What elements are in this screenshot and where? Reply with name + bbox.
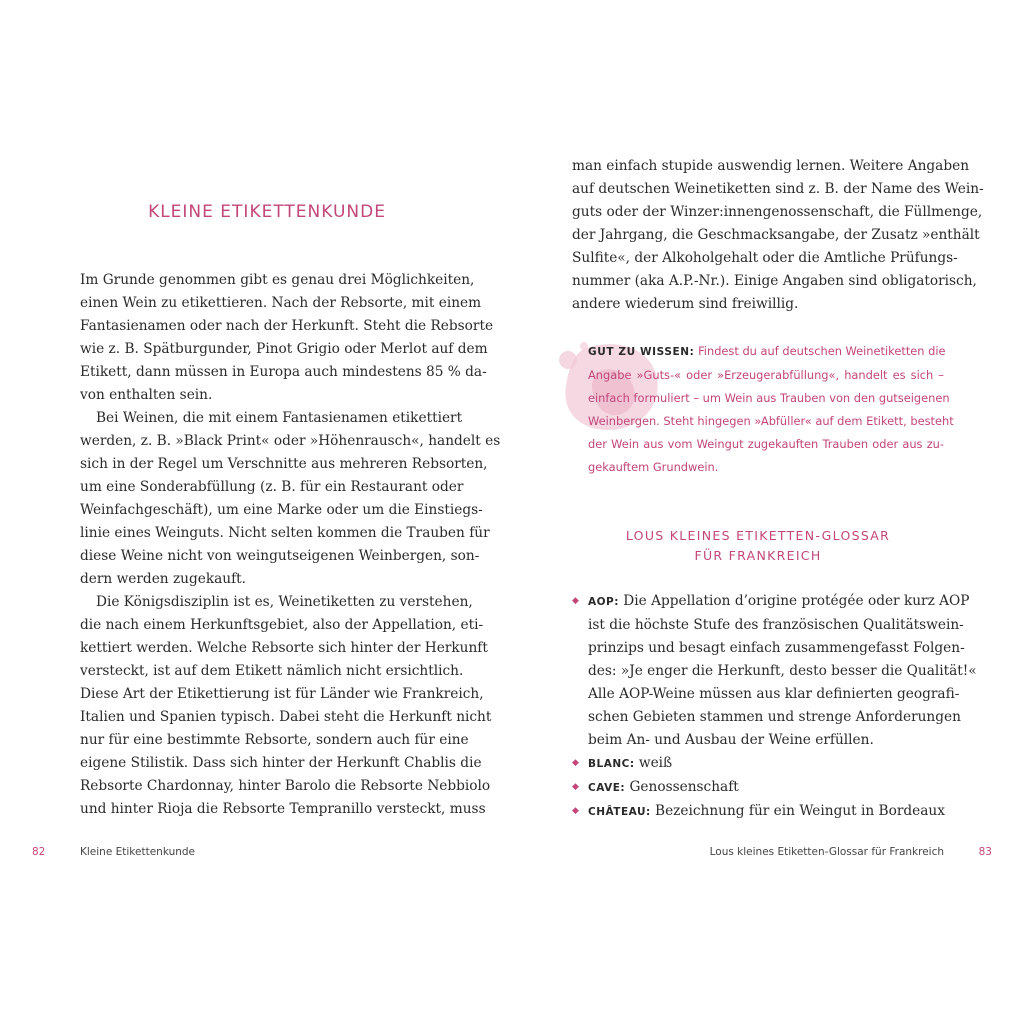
glossary-text: ist die höchste Stufe des französischen Qualitätswein- <box>588 617 964 633</box>
glossary-term: AOP: <box>588 596 619 608</box>
info-line <box>588 340 944 364</box>
glossary-heading-line: LOUS KLEINES ETIKETTEN-GLOSSAR <box>625 528 891 543</box>
info-label: GUT ZU WISSEN: <box>588 346 695 358</box>
text-line: andere wiederum sind freiwillig. <box>572 296 799 312</box>
text-line: diese Weine nicht von weingutseigenen Weinbergen, son- <box>80 548 480 564</box>
footer-title-right: Lous kleines Etiketten-Glossar für Frankreich <box>709 846 944 858</box>
glossary-text: prinzips und besagt einfach zusammengefasst Folgen- <box>588 640 965 656</box>
text-line: die nach einem Herkunftsgebiet, also der Appellation, eti- <box>80 617 484 633</box>
paragraph <box>80 269 494 407</box>
glossary-line <box>588 637 965 660</box>
glossary-line <box>588 752 944 776</box>
text-line: einen Wein zu etikettieren. Nach der Rebsorte, mit einem <box>80 295 482 311</box>
section-heading: KLEINE ETIKETTENKUNDE <box>148 202 386 222</box>
glossary-item <box>572 590 977 752</box>
text-line: Italien und Spanien typisch. Dabei steht die Herkunft nicht <box>80 709 492 725</box>
text-line: Sulfite«, der Alkoholgehalt oder die Amtliche Prüfungs- <box>572 250 958 266</box>
glossary-line <box>588 660 977 683</box>
left-body-text <box>80 269 501 821</box>
glossary-text: Genossenschaft <box>625 779 739 795</box>
glossary-term: BLANC: <box>588 758 635 770</box>
text-line: eigene Stilistik. Dass sich hinter der Herkunft Chablis die <box>80 755 482 771</box>
glossary-term: CAVE: <box>588 782 626 794</box>
glossary-term: CHÂTEAU: <box>588 806 651 818</box>
glossary-item <box>572 800 944 824</box>
glossary-line <box>588 706 961 729</box>
text-line: und hinter Rioja die Rebsorte Tempranillo versteckt, muss <box>80 801 486 817</box>
text-line: nummer (aka A.P.-Nr.). Einige Angaben sind obligatorisch, <box>572 273 977 289</box>
text-line: Weinfachgeschäft), um eine Marke oder um die Einstiegs- <box>80 502 483 518</box>
text-line: Rebsorte Chardonnay, hinter Barolo die Rebsorte Nebbiolo <box>80 778 491 794</box>
text-line: sich in der Regel um Verschnitte aus mehreren Rebsorten, <box>80 456 488 472</box>
text-line: der Jahrgang, die Geschmacksangabe, der Zusatz »enthält <box>572 227 980 243</box>
text-line: wie z. B. Spätburgunder, Pinot Grigio oder Merlot auf dem <box>80 341 488 357</box>
info-text: Angabe »Guts-« oder »Erzeugerabfüllung«, handelt es sich – <box>588 368 944 382</box>
text-line: Im Grunde genommen gibt es genau drei Möglichkeiten, <box>80 272 475 288</box>
glossary-line <box>588 683 960 706</box>
text-line: guts oder der Winzer:innengenossenschaft, die Füllmenge, <box>572 204 983 220</box>
info-text: Weinbergen. Steht hingegen »Abfüller« auf dem Etikett, besteht <box>588 414 954 428</box>
info-text: gekauftem Grundwein. <box>588 460 719 474</box>
info-line <box>588 410 954 433</box>
info-line <box>588 364 944 387</box>
glossary-text: Die Appellation d’origine protégée oder kurz AOP <box>618 593 970 609</box>
text-line: Bei Weinen, die mit einem Fantasienamen etikettiert <box>96 410 463 426</box>
glossary-line <box>588 614 964 637</box>
diamond-bullet-icon: ◆ <box>572 596 579 606</box>
glossary-list <box>572 590 977 824</box>
glossary-heading <box>572 526 944 566</box>
text-line: dern werden zugekauft. <box>80 571 247 587</box>
glossary-text: Bezeichnung für ein Weingut in Bordeaux <box>650 803 945 819</box>
diamond-bullet-icon: ◆ <box>572 758 579 768</box>
info-text: Findest du auf deutschen Weinetiketten die <box>694 344 946 358</box>
page-number: 83 <box>978 846 992 858</box>
text-line: von enthalten sein. <box>80 387 213 403</box>
info-line <box>588 387 950 410</box>
text-line: man einfach stupide auswendig lernen. Weitere Angaben <box>572 158 970 174</box>
footer-page-number-right <box>979 846 992 858</box>
glossary-heading-line: FÜR FRANKREICH <box>694 548 822 563</box>
text-line: Etikett, dann müssen in Europa auch mindestens 85 % da- <box>80 364 487 380</box>
page-number: 82 <box>32 846 46 858</box>
text-line: versteckt, ist auf dem Etikett nämlich nicht ersichtlich. <box>80 663 464 679</box>
diamond-bullet-icon: ◆ <box>572 806 579 816</box>
glossary-line <box>588 729 944 752</box>
glossary-text: Alle AOP-Weine müssen aus klar definierten geografi- <box>588 686 960 702</box>
info-text: der Wein aus vom Weingut zugekauften Trauben oder aus zu- <box>588 437 944 451</box>
text-line: Fantasienamen oder nach der Herkunft. Steht die Rebsorte <box>80 318 494 334</box>
glossary-text: weiß <box>634 755 673 771</box>
text-line: linie eines Weinguts. Nicht selten kommen die Trauben für <box>80 525 490 541</box>
glossary-text: des: »Je enger die Herkunft, desto besser die Qualität!« <box>588 663 977 679</box>
text-line: werden, z. B. »Black Print« oder »Höhenrausch«, handelt es <box>80 433 501 449</box>
glossary-line <box>588 800 944 824</box>
text-line: nur für eine bestimmte Rebsorte, sondern auch für eine <box>80 732 469 748</box>
glossary-text: schen Gebieten stammen und strenge Anforderungen <box>588 709 961 725</box>
text-line: Diese Art der Etikettierung ist für Länder wie Frankreich, <box>80 686 484 702</box>
text-line: Die Königsdisziplin ist es, Weinetiketten zu verstehen, <box>96 594 473 610</box>
right-intro-text <box>572 155 984 316</box>
glossary-item <box>572 776 944 800</box>
glossary-line <box>588 590 970 614</box>
glossary-text: beim An- und Ausbau der Weine erfüllen. <box>588 732 874 748</box>
glossary-item <box>572 752 944 776</box>
text-line: kettiert werden. Welche Rebsorte sich hinter der Herkunft <box>80 640 488 656</box>
footer-page-number-left <box>32 846 45 858</box>
info-box <box>588 340 954 479</box>
diamond-bullet-icon: ◆ <box>572 782 579 792</box>
paragraph <box>80 407 501 591</box>
text-line: auf deutschen Weinetiketten sind z. B. der Name des Wein- <box>572 181 984 197</box>
info-text: einfach formuliert – um Wein aus Trauben von den gutseigenen <box>588 391 950 405</box>
paragraph <box>80 591 492 821</box>
glossary-line <box>588 776 944 800</box>
info-line <box>588 456 944 479</box>
text-line: um eine Sonderabfüllung (z. B. für ein Restaurant oder <box>80 479 464 495</box>
right-page <box>512 0 1024 1024</box>
info-line <box>588 433 944 456</box>
footer-title-left: Kleine Etikettenkunde <box>80 846 196 858</box>
